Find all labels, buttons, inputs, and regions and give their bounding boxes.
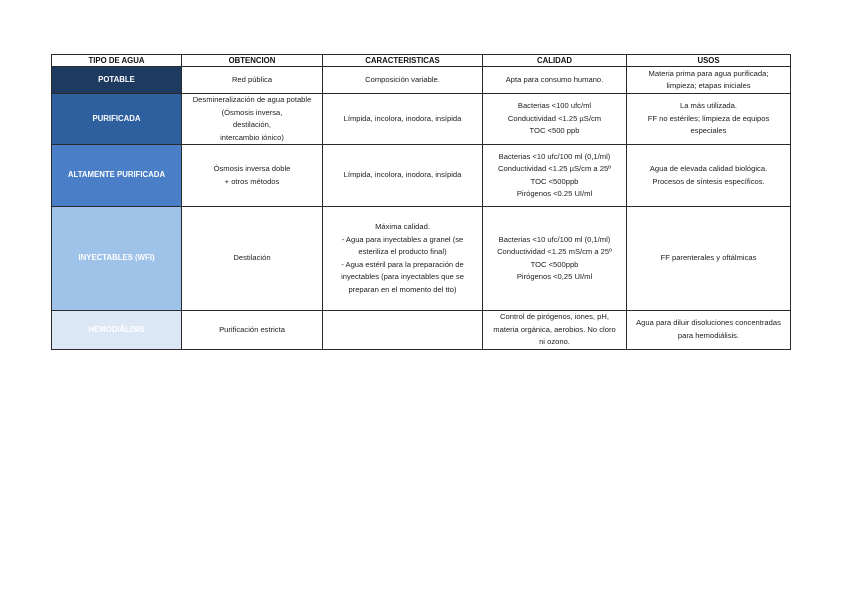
cell-line: Pirógenos <0,25 UI/ml xyxy=(516,272,593,281)
caracteristicas-cell xyxy=(323,67,483,94)
header-caracteristicas: CARACTERISTICAS xyxy=(323,55,483,67)
cell-line: intercambio iónico) xyxy=(220,132,284,142)
calidad-cell xyxy=(483,207,627,311)
cell-line: Apta para consumo humano. xyxy=(505,74,604,84)
cell-line: Control de pirógenos, iones, pH, xyxy=(500,312,609,321)
cell-line: + otros métodos xyxy=(224,176,280,186)
type-cell-hemodialisis xyxy=(52,311,182,350)
calidad-cell xyxy=(483,94,627,145)
cell-line: Límpida, incolora, inodora, insípida xyxy=(343,170,462,180)
cell-line: Bacterias <10 ufc/100 ml (0,1/ml) xyxy=(498,151,611,161)
type-label: HEMODIÁLISIS xyxy=(88,324,145,334)
cell-line: Bacterias <10 ufc/100 ml (0,1/ml) xyxy=(498,234,611,244)
cell-line: Máxima calidad. xyxy=(375,222,430,231)
cell-line: Agua de elevada calidad biológica. xyxy=(649,164,768,173)
type-label: INYECTABLES (WFI) xyxy=(78,253,155,263)
cell-line: TOC <500ppb xyxy=(530,259,579,269)
cell-line: (Ósmosis inversa, xyxy=(221,107,283,117)
cell-line: Agua para diluir disoluciones concentradas xyxy=(636,318,781,328)
water-types-table xyxy=(51,54,791,350)
obtencion-cell xyxy=(182,311,323,350)
cell-line: La más utilizada. xyxy=(680,101,737,111)
table-header-row xyxy=(52,55,791,67)
cell-line: Conductividad <1.25 µS/cm xyxy=(507,113,602,123)
table-row-purificada xyxy=(52,94,791,145)
table-row-hemodialisis xyxy=(52,311,791,350)
calidad-cell xyxy=(483,145,627,207)
cell-line: Destilación xyxy=(233,253,271,263)
cell-line: Ósmosis inversa doble xyxy=(213,164,291,173)
cell-line: Materia prima para agua purificada; xyxy=(648,68,769,78)
caracteristicas-cell xyxy=(323,311,483,350)
cell-line: limpieza; etapas iniciales xyxy=(666,81,751,90)
usos-cell xyxy=(627,145,791,207)
obtencion-cell xyxy=(182,145,323,207)
type-cell-purificada xyxy=(52,94,182,145)
cell-line: Red pública xyxy=(231,74,273,84)
table-row-inyectables-wfi xyxy=(52,207,791,311)
type-cell-altamente-purificada xyxy=(52,145,182,207)
cell-line: FF parenterales y oftálmicas xyxy=(660,253,757,263)
calidad-cell xyxy=(483,67,627,94)
cell-line: - Agua estéril para la preparación de xyxy=(341,259,464,269)
header-calidad: CALIDAD xyxy=(483,55,627,67)
cell-line: Pirógenos <0.25 UI/ml xyxy=(516,189,593,198)
cell-line: inyectables (para inyectables que se xyxy=(341,272,464,281)
table-row-altamente-purificada xyxy=(52,145,791,207)
usos-cell xyxy=(627,94,791,145)
cell-line: Conductividad <1.25 µS/cm a 25º xyxy=(498,164,611,173)
usos-cell xyxy=(627,207,791,311)
caracteristicas-cell xyxy=(323,94,483,145)
cell-line: ni ozono. xyxy=(539,337,570,346)
header-tipo: TIPO DE AGUA xyxy=(52,55,182,67)
obtencion-cell xyxy=(182,67,323,94)
type-cell-potable xyxy=(52,67,182,94)
cell-line: para hemodiálisis. xyxy=(677,330,740,340)
cell-line: destilación, xyxy=(233,120,271,129)
type-label: ALTAMENTE PURIFICADA xyxy=(67,170,166,180)
type-label: POTABLE xyxy=(98,74,135,84)
caracteristicas-cell xyxy=(323,207,483,311)
obtencion-cell xyxy=(182,94,323,145)
table-row-potable xyxy=(52,67,791,94)
usos-cell xyxy=(627,311,791,350)
header-usos: USOS xyxy=(627,55,791,67)
cell-line: preparan en el momento del tto) xyxy=(348,284,457,294)
cell-line: Composición variable. xyxy=(365,74,440,84)
cell-line: Límpida, incolora, inodora, insípida xyxy=(343,113,462,123)
header-obtencion: OBTENCION xyxy=(182,55,323,67)
cell-line: Conductividad <1.25 mS/cm a 25º xyxy=(497,247,612,256)
type-cell-inyectables-wfi xyxy=(52,207,182,311)
cell-line: esteriliza el producto final) xyxy=(358,247,447,256)
type-label: PURIFICADA xyxy=(92,113,141,123)
calidad-cell xyxy=(483,311,627,350)
cell-line: Bacterias <100 ufc/ml xyxy=(517,101,592,111)
caracteristicas-cell xyxy=(323,145,483,207)
cell-line: Purificación estricta xyxy=(219,324,285,334)
cell-line: - Agua para inyectables a granel (se xyxy=(341,234,464,244)
cell-line: Desmineralización de agua potable xyxy=(192,95,312,104)
cell-line: FF no estériles; limpieza de equipos xyxy=(647,113,770,123)
usos-cell xyxy=(627,67,791,94)
cell-line: materia orgánica, aerobios. No cloro xyxy=(493,324,616,334)
cell-line: TOC <500 ppb xyxy=(529,126,580,136)
cell-line: especiales xyxy=(690,126,727,136)
cell-line: TOC <500ppb xyxy=(530,176,579,186)
cell-line: Procesos de síntesis específicos. xyxy=(652,176,765,186)
obtencion-cell xyxy=(182,207,323,311)
